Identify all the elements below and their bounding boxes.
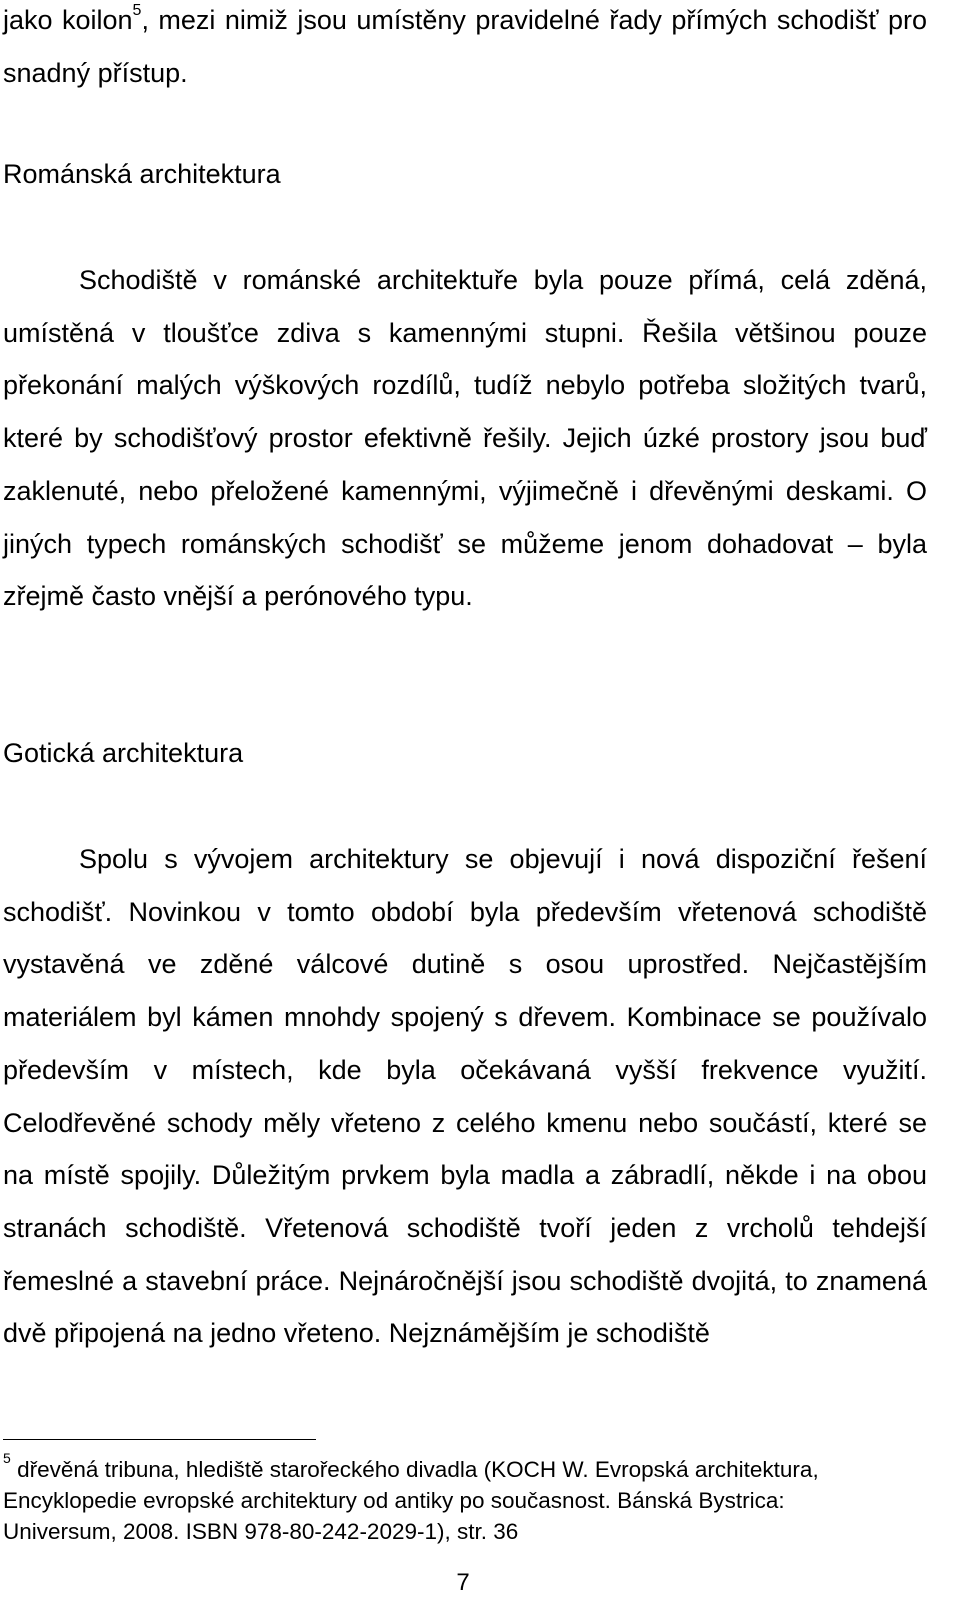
footnote-separator (3, 1439, 316, 1440)
romanesque-paragraph: Schodiště v románské architektuře byla pouze přímá, celá zděná, umístěná v tloušťce zdiva s kamennými stupni. Řešila většinou pouze překonání malých výškových rozdílů, tudíž nebylo potřeba složitých tvarů, které by schodišťový prostor efektivně řešily. Jejich úzké prostory jsou buď zaklenuté, nebo přeložené kamennými, výjimečně i dřevěnými deskami. O jiných typech románských schodišť se můžeme jenom dohadovat – byla zřejmě často vnější a perónového typu. (3, 265, 927, 612)
intro-text-start: jako koilon (3, 5, 133, 35)
section-heading-gothic: Gotická architektura (3, 738, 244, 768)
gothic-paragraph: Spolu s vývojem architektury se objevují i nová dispoziční řešení schodišť. Novinkou v tomto období byla především vřetenová schodiště vystavěná ve zděné válcové dutině s osou uprostřed. Nejčastějším materiálem byl kámen mnohdy spojený s dřevem. Kombinace se používalo především v místech, kde byla očekávaná vyšší frekvence využití. Celodřevěné schody měly vřeteno z celého kmenu nebo součástí, které se na místě spojily. Důležitým prvkem byla madla a zábradlí, někde i na obou stranách schodiště. Vřetenová schodiště tvoří jeden z vrcholů tehdejší řemeslné a stavební práce. Nejnáročnější jsou schodiště dvojitá, to znamená dvě připojená na jedno vřeteno. Nejznámějším je schodiště (3, 844, 927, 1349)
footnote (3, 1449, 903, 1547)
page-number: 7 (456, 1569, 470, 1596)
intro-paragraph (3, 0, 927, 99)
footnote-reference: 5 (132, 2, 142, 19)
footnote-text: dřevěná tribuna, hlediště starořeckého divadla (KOCH W. Evropská architektura, Encyklopedie evropské architektury od antiky po současnost. Bánská Bystrica: Universum, 2008. ISBN 978-80-242-2029-1), str. 36 (3, 1457, 819, 1544)
intro-text-end: , mezi nimiž jsou umístěny pravidelné řady přímých schodišť pro snadný přístup. (3, 5, 928, 88)
footnote-number: 5 (3, 1449, 11, 1466)
section-heading-romanesque: Románská architektura (3, 159, 281, 189)
